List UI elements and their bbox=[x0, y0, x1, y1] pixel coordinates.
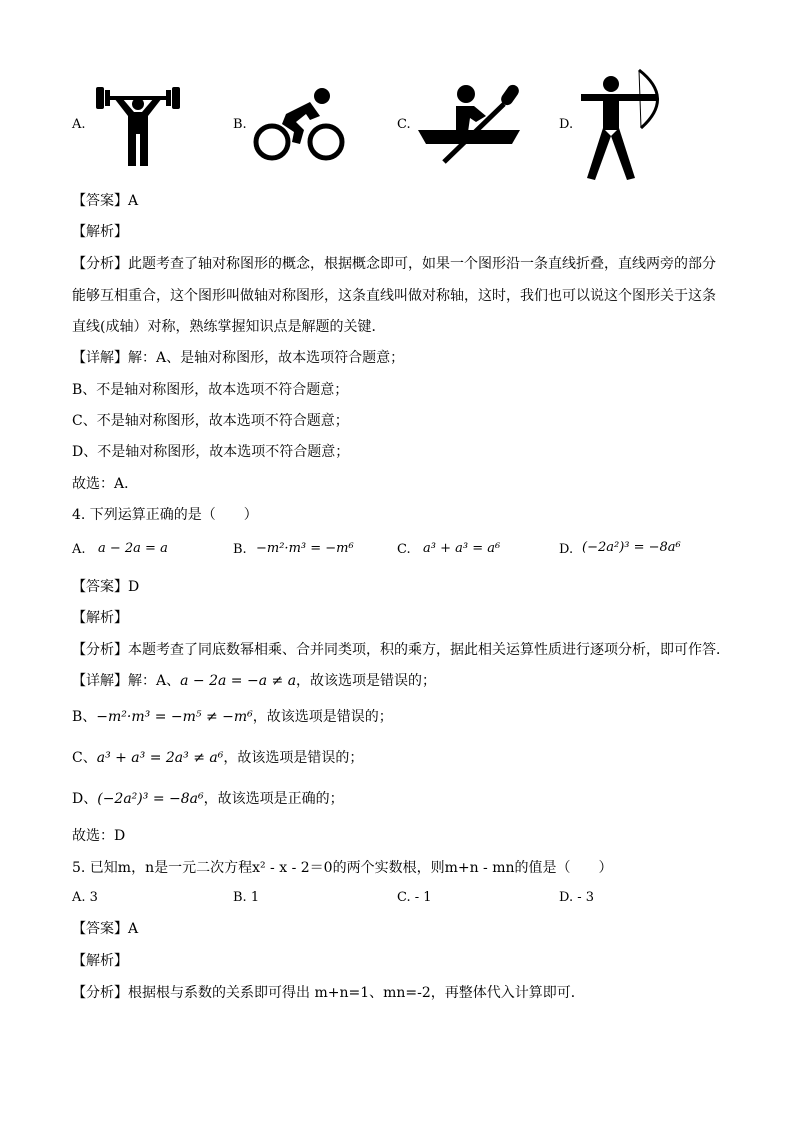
analysis-text: 本题考查了同底数幂相乘、合并同类项，积的乘方，据此相关运算性质进行逐项分析，即可作答． bbox=[128, 642, 730, 658]
answer-value: A bbox=[128, 193, 139, 209]
weightlifter-icon bbox=[92, 82, 184, 168]
archer-icon bbox=[579, 68, 663, 180]
detail-prefix: C、 bbox=[72, 750, 97, 766]
kayaker-icon bbox=[416, 82, 522, 166]
detail-suffix: ，故该选项是错误的； bbox=[223, 750, 364, 766]
q4-option-a-label: A. bbox=[72, 542, 86, 557]
q4-detail-line-d bbox=[72, 790, 732, 808]
q3-detail-line-d: D、不是轴对称图形，故本选项不符合题意； bbox=[72, 444, 350, 460]
q5-stem: 5. 已知m，n是一元二次方程x² - x - 2＝0的两个实数根，则m+n - mn的值是（ ） bbox=[72, 860, 613, 876]
detail-math: −m²·m³ = −m⁵ ≠ −m⁶ bbox=[96, 709, 253, 725]
q4-detail-line-b bbox=[72, 708, 732, 726]
q4-option-b-label: B. bbox=[233, 542, 247, 557]
q5-option-d: D. - 3 bbox=[559, 890, 595, 905]
q4-option-c-label: C. bbox=[397, 542, 411, 557]
option-b-label: B. bbox=[233, 117, 247, 132]
detail-suffix: ，故该选项是正确的； bbox=[203, 791, 344, 807]
analysis-text: 此题考查了轴对称图形的概念，根据概念即可，如果一个图形沿一条直线折叠，直线两旁的部分 bbox=[128, 256, 716, 272]
q3-analysis-line-2: 能够互相重合，这个图形叫做轴对称图形，这条直线叫做对称轴，这时，我们也可以说这个图形关于这条 bbox=[72, 288, 716, 304]
detail-suffix: ，故该选项是错误的； bbox=[296, 673, 437, 689]
detail-prefix: D、 bbox=[72, 791, 98, 807]
option-a-label: A. bbox=[72, 117, 86, 132]
detail-text: 解：A、是轴对称图形，故本选项符合题意； bbox=[128, 350, 405, 366]
q4-option-d-label: D. bbox=[559, 542, 574, 557]
q5-analysis-line bbox=[72, 984, 732, 1002]
analysis-tag: 【分析】 bbox=[72, 985, 128, 1001]
q4-stem: 4. 下列运算正确的是（ ） bbox=[72, 507, 258, 523]
analysis-tag: 【分析】 bbox=[72, 256, 128, 272]
answer-tag: 【答案】 bbox=[72, 579, 128, 595]
q4-choice: 故选：D bbox=[72, 828, 126, 844]
q4-detail-line-c bbox=[72, 749, 732, 767]
analysis-tag: 【分析】 bbox=[72, 642, 128, 658]
answer-value: D bbox=[128, 579, 140, 595]
q4-analysis-heading: 【解析】 bbox=[72, 610, 128, 626]
q5-analysis-heading: 【解析】 bbox=[72, 953, 128, 969]
q3-analysis-line-1 bbox=[72, 255, 732, 273]
q5-option-a: A. 3 bbox=[72, 890, 98, 905]
q4-option-b: −m²·m³ = −m⁶ bbox=[256, 541, 354, 556]
cyclist-icon bbox=[252, 86, 346, 162]
q3-detail-line-c: C、不是轴对称图形，故本选项不符合题意； bbox=[72, 413, 349, 429]
q4-option-c: a³ + a³ = a⁶ bbox=[423, 541, 501, 556]
detail-math: (−2a²)³ = −8a⁶ bbox=[97, 791, 204, 807]
q4-analysis-line bbox=[72, 641, 732, 659]
analysis-text: 根据根与系数的关系即可得出 m+n=1、mn=-2，再整体代入计算即可． bbox=[128, 985, 585, 1001]
q3-analysis-line-3: 直线(成轴）对称，熟练掌握知识点是解题的关键． bbox=[72, 319, 386, 335]
q5-answer-line bbox=[72, 920, 732, 938]
detail-math: a³ + a³ = 2a³ ≠ a⁶ bbox=[96, 750, 224, 766]
detail-math: a − 2a = −a ≠ a bbox=[180, 673, 297, 689]
q3-choice: 故选：A． bbox=[72, 476, 139, 492]
detail-suffix: ，故该选项是错误的； bbox=[252, 709, 393, 725]
q4-option-d: (−2a²)³ = −8a⁶ bbox=[582, 540, 681, 555]
answer-tag: 【答案】 bbox=[72, 193, 128, 209]
q4-detail-line-a bbox=[72, 672, 732, 690]
q3-answer-line bbox=[72, 192, 732, 210]
q4-answer-line bbox=[72, 578, 732, 596]
answer-value: A bbox=[128, 921, 139, 937]
detail-tag: 【详解】 bbox=[72, 673, 128, 689]
q3-analysis-heading: 【解析】 bbox=[72, 224, 128, 240]
q4-option-a: a − 2a = a bbox=[98, 541, 168, 556]
q5-option-b: B. 1 bbox=[233, 890, 260, 905]
answer-tag: 【答案】 bbox=[72, 921, 128, 937]
q5-option-c: C. - 1 bbox=[397, 890, 432, 905]
option-d-label: D. bbox=[559, 117, 574, 132]
detail-prefix: 解：A、 bbox=[128, 673, 181, 689]
detail-prefix: B、 bbox=[72, 709, 97, 725]
q3-detail-line-a bbox=[72, 349, 732, 367]
detail-tag: 【详解】 bbox=[72, 350, 128, 366]
option-c-label: C. bbox=[397, 117, 411, 132]
q3-detail-line-b: B、不是轴对称图形，故本选项不符合题意； bbox=[72, 382, 349, 398]
